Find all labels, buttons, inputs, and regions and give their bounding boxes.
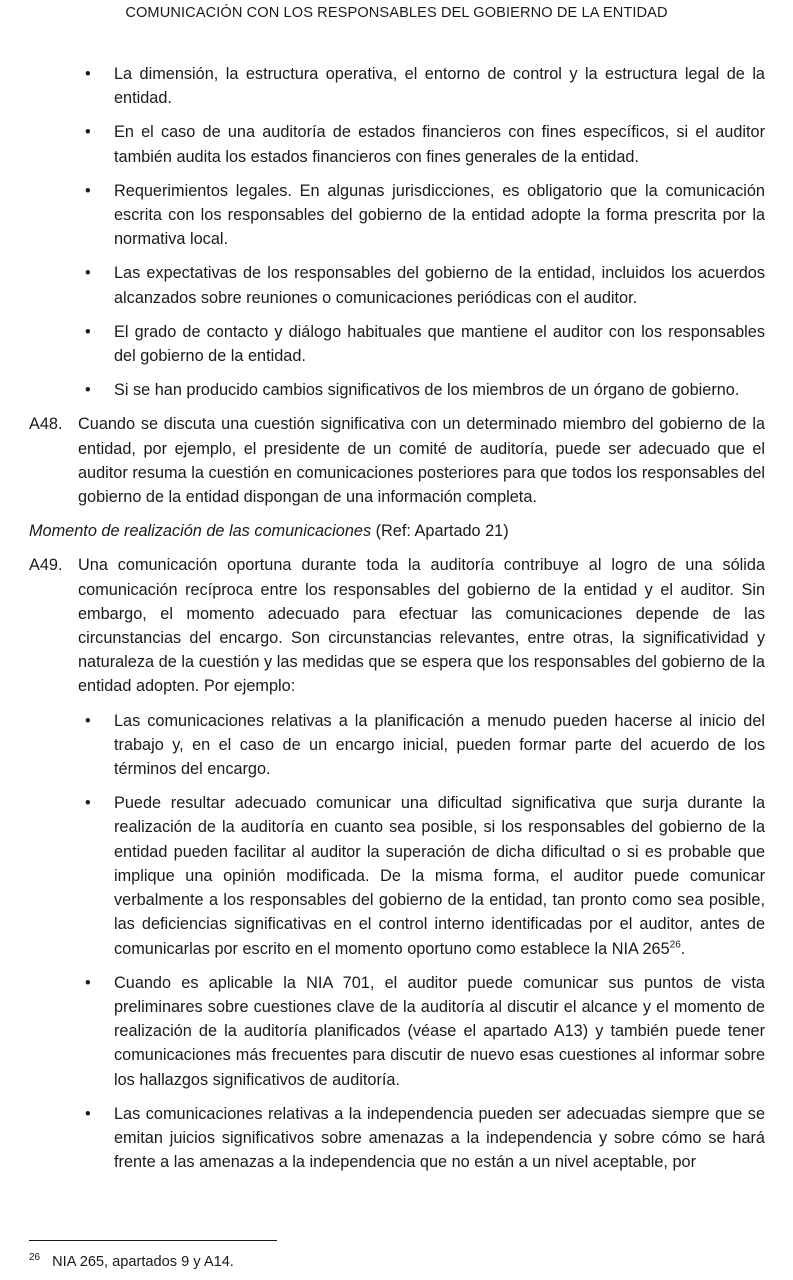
page-header: COMUNICACIÓN CON LOS RESPONSABLES DEL GOBIERNO DE LA ENTIDAD bbox=[125, 5, 668, 21]
bullet-marker: • bbox=[85, 123, 91, 142]
list-item-text: Las comunicaciones relativas a la independencia pueden ser adecuadas siempre que se emitan juicios significativos sobre amenazas a la independencia y sobre cómo se hará frente a las amenazas a la independencia que no están a un nivel aceptable, por bbox=[114, 1104, 765, 1172]
bullet-marker: • bbox=[85, 381, 91, 400]
list-item bbox=[29, 791, 765, 960]
footnote bbox=[29, 1252, 234, 1272]
paragraph-a49 bbox=[29, 553, 765, 698]
list-item bbox=[29, 62, 765, 110]
footnote-divider bbox=[29, 1240, 277, 1241]
footnote-text: NIA 265, apartados 9 y A14. bbox=[52, 1254, 234, 1270]
list-item-text bbox=[114, 794, 765, 957]
list-item bbox=[29, 1102, 765, 1175]
paragraph-text: Una comunicación oportuna durante toda la auditoría contribuye al logro de una sólida comunicación recíproca entre los responsables del gobierno de la entidad y el auditor. Sin embargo, el momento adecuado para efectuar las comunicaciones depende de las circunstancias del encargo. Son circunstancias relevantes, entre otras, la significatividad y naturaleza de la cuestión y las medidas que se espera que los responsables del gobierno de la entidad adopten. Por ejemplo: bbox=[78, 556, 765, 696]
list-item bbox=[29, 261, 765, 309]
list-item-text: Las expectativas de los responsables del gobierno de la entidad, incluidos los acuerdos alcanzados sobre reuniones o comunicaciones periódicas con el auditor. bbox=[114, 264, 765, 307]
section-subheading bbox=[29, 519, 765, 543]
list-item-body: Puede resultar adecuado comunicar una dificultad significativa que surja durante la realización de la auditoría en cuanto sea posible, si los responsables del gobierno de la entidad pueden facilitar al auditor la superación de dicha dificultad o si es probable que implique una opinión modificada. De la misma forma, el auditor puede comunicar verbalmente a los responsables del gobierno de la entidad, tan pronto como sea posible, las deficiencias significativas en el control interno identificadas por el auditor, antes de comunicarlas por escrito en el momento oportuno como establece la NIA 265 bbox=[114, 794, 765, 958]
list-item-text: En el caso de una auditoría de estados financieros con fines específicos, si el auditor también audita los estados financieros con fines generales de la entidad. bbox=[114, 123, 765, 166]
paragraph-number: A49. bbox=[29, 556, 63, 575]
bullet-marker: • bbox=[85, 65, 91, 83]
list-item-text: La dimensión, la estructura operativa, el entorno de control y la estructura legal de la entidad. bbox=[114, 65, 765, 108]
paragraph-a48 bbox=[29, 412, 765, 509]
footnote-reference[interactable]: 26 bbox=[669, 939, 681, 951]
bullet-marker: • bbox=[85, 181, 91, 200]
list-item bbox=[29, 179, 765, 252]
paragraph-number: A48. bbox=[29, 415, 63, 434]
list-item bbox=[29, 320, 765, 368]
paragraph-text: Cuando se discuta una cuestión significativa con un determinado miembro del gobierno de la entidad, por ejemplo, el presidente de un comité de auditoría, puede ser adecuado que el auditor resuma la cuestión en comunicaciones posteriores para que todos los responsables del gobierno de la entidad dispongan de una información completa. bbox=[78, 415, 765, 507]
list-item-text: Las comunicaciones relativas a la planificación a menudo pueden hacerse al inicio del trabajo y, en el caso de un encargo inicial, pueden formar parte del acuerdo de los términos del encargo. bbox=[114, 711, 765, 779]
bullet-marker: • bbox=[85, 794, 91, 813]
footnote-number: 26 bbox=[29, 1252, 41, 1264]
bullet-marker: • bbox=[85, 973, 91, 992]
list-item-text: Cuando es aplicable la NIA 701, el auditor puede comunicar sus puntos de vista preliminares sobre cuestiones clave de la auditoría al discutir el alcance y el momento de realización de la auditoría planificados (véase el apartado A13) y también puede tener comunicaciones más frecuentes para discutir de nuevo esas cuestiones al informar sobre los hallazgos significativos de auditoría. bbox=[114, 973, 765, 1089]
list-item bbox=[29, 971, 765, 1092]
subheading-title: Momento de realización de las comunicaciones bbox=[29, 522, 372, 541]
list-item-text: Requerimientos legales. En algunas jurisdicciones, es obligatorio que la comunicación escrita con los responsables del gobierno de la entidad adopte la forma prescrita por la normativa local. bbox=[114, 181, 765, 249]
bullet-marker: • bbox=[85, 1104, 91, 1123]
list-item-end: . bbox=[680, 939, 686, 958]
list-item-text: Si se han producido cambios significativos de los miembros de un órgano de gobierno. bbox=[114, 381, 740, 400]
list-item bbox=[29, 120, 765, 168]
bullet-marker: • bbox=[85, 711, 91, 730]
bullet-marker: • bbox=[85, 264, 91, 283]
subheading-reference: (Ref: Apartado 21) bbox=[371, 522, 509, 541]
list-item-text: El grado de contacto y diálogo habituales que mantiene el auditor con los responsables del gobierno de la entidad. bbox=[114, 322, 765, 366]
bullet-marker: • bbox=[85, 322, 91, 341]
list-item bbox=[29, 378, 765, 402]
document-body bbox=[29, 62, 765, 1184]
list-item bbox=[29, 709, 765, 782]
